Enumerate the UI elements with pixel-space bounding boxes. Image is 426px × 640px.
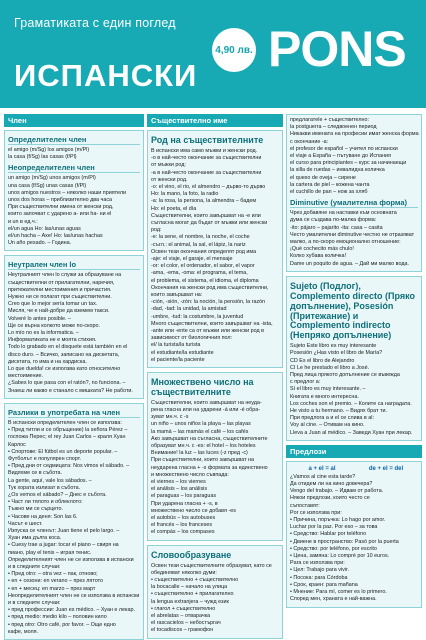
text-line: el viaje a España – пътуване до Испания bbox=[290, 153, 391, 160]
column-right bbox=[286, 114, 422, 603]
text-line: -or: el color, el ordenador, el sabor, el vapor bbox=[151, 263, 255, 270]
text-line: la casa (f/Sg) las casas (f/Pl) bbox=[8, 154, 77, 161]
text-line: unos dos horas – приблизително два часа bbox=[8, 197, 113, 204]
contraction-del: de + el = del bbox=[368, 465, 404, 472]
text-line: Todo lo grabado en el disquete está también en el bbox=[8, 344, 128, 351]
text-line: el/un hacha – Axe! Но: las/unas hachas bbox=[8, 233, 103, 240]
text-line: una casa (f/Sg) unas casas (f/Pl) bbox=[8, 182, 87, 189]
text-line: с предлог a: bbox=[290, 379, 321, 386]
contraction-row bbox=[290, 466, 418, 472]
plural-box bbox=[147, 372, 283, 541]
text-line: • Част ли тялото и облеклото: bbox=[8, 499, 83, 506]
gender-box bbox=[147, 130, 283, 368]
subject-box bbox=[286, 276, 422, 441]
compound-lines bbox=[290, 117, 418, 196]
text-line: • en + сезони: en verano – през лятото bbox=[8, 578, 103, 585]
text-line: -o в най-често окончание за съществителни bbox=[151, 155, 262, 162]
text-line: и un в ед.ч.: bbox=[8, 218, 38, 225]
text-line: Никакви имената на професии имат женска форма bbox=[290, 131, 419, 138]
text-line: el compás – los compases bbox=[151, 529, 215, 536]
gender-lines bbox=[151, 148, 279, 364]
text-line: -ción, -sión, -zón: la noción, la pensión, la razón bbox=[151, 299, 266, 306]
text-line: ¿Os vemos el sábado? – Днес е събота. bbox=[8, 491, 107, 498]
text-line: el tocadiscos – грамофон bbox=[151, 627, 214, 634]
text-line: кафе, моля. bbox=[8, 628, 39, 635]
text-line: от женски род. bbox=[151, 176, 188, 183]
text-line: el curso para principiantes – курс за начинаещи bbox=[290, 160, 407, 167]
text-line: Los coches son el premio. – Колите са наградата. bbox=[290, 400, 412, 407]
logo-text: PONS bbox=[268, 21, 406, 77]
text-line: Lleva a Juan al médico. – Заведи Хуан при лекар. bbox=[290, 429, 413, 436]
text-line: el francés – los franceses bbox=[151, 522, 213, 529]
diminutive-lines bbox=[290, 210, 418, 268]
text-line: предлагатele + съществително: bbox=[290, 117, 369, 123]
heading-wordform: Словообразуване bbox=[151, 549, 232, 560]
text-line: Тук хората излизат в събота. bbox=[8, 484, 81, 491]
text-line: la mamá – las mamás el café – los cafés bbox=[151, 428, 249, 435]
text-line: • Спортове: El fútbol es un deporte popular. – bbox=[8, 448, 118, 455]
text-line: Vengo del trabajo. – Идвам от работа. bbox=[290, 488, 384, 495]
text-line: Dame un poquito de agua. – Дай ми малко вода. bbox=[290, 260, 409, 267]
text-line: Sí el libro es muy interesante. – bbox=[290, 386, 366, 393]
text-line: Футболът е популярен спорт. bbox=[8, 455, 82, 462]
text-line: el viernes – los viernes bbox=[151, 479, 206, 485]
text-line: -ama, -ema, -oma: el programa, el tema, bbox=[151, 270, 248, 277]
text-line: • Средство: Hablar por teléfono bbox=[290, 531, 367, 538]
page-title: ИСПАНСКИ bbox=[14, 58, 198, 93]
wordform-lines bbox=[151, 563, 279, 635]
text-line: Luchar por la paz. Por eso – за това bbox=[290, 524, 378, 531]
text-line: el autobús – los autobuses bbox=[151, 515, 216, 522]
text-line: При съществителни, които завършват на bbox=[151, 457, 255, 464]
column-middle bbox=[147, 114, 283, 634]
text-line: Съществителни, които завършват на -e или bbox=[151, 212, 261, 219]
text-line: Ще се върна колкото може по-скоро. bbox=[8, 322, 100, 329]
text-line: • съществително + съществително bbox=[151, 576, 239, 583]
text-line: образуват мн.ч. с -es: el hotel – los hoteles bbox=[151, 442, 256, 449]
text-line: • пред otro: Otro café, por favor. – Още едно bbox=[8, 621, 116, 628]
heading-indefinite: Неопределителен член bbox=[8, 163, 140, 173]
text-line: Да отидем ли на кино довечера? bbox=[290, 481, 373, 488]
contraction-al: a + el = al bbox=[308, 465, 336, 472]
text-line: Пред лица прякото допълнение се въвежда bbox=[290, 372, 400, 379]
text-line: госпожа Перес; el rey Juan Carlos – краля Хуан bbox=[8, 434, 126, 441]
text-line: Нужно ни се полагат при съществителни. bbox=[8, 294, 112, 301]
section-head-noun: Съществително име bbox=[147, 114, 283, 127]
text-line: • Пред otro: – otra vez – пак, отново; bbox=[8, 571, 98, 578]
text-line: Но: la mano, la foto, la radio bbox=[151, 191, 219, 198]
text-line: el paraguas – los paraguas bbox=[151, 493, 217, 500]
text-line: • Цена, замяна: Lo compré por 10 euros. bbox=[290, 553, 390, 560]
text-line: местоимение. bbox=[8, 373, 44, 380]
text-line: неударена гласна + -s формата за единствено bbox=[151, 464, 268, 471]
text-line: la postguerra – следвоенен период bbox=[290, 124, 377, 131]
text-line: Para се използва при: bbox=[290, 560, 345, 567]
text-line: ¡Qué cochecito más chulo! bbox=[290, 246, 354, 253]
text-line: CI Le he prestado el libro a José. bbox=[290, 364, 370, 371]
text-line: • съществително + прилагателно bbox=[151, 591, 234, 598]
text-line: Чрез добавяне на наставки към основната bbox=[290, 210, 397, 217]
text-line: Неутралният член lo служи за образуване на bbox=[8, 272, 122, 279]
text-line: Знаеш ли какво е станало с мишката? Не работи. bbox=[8, 387, 133, 394]
text-line: -ito: pájaro – pajarito -ita: casa – casita bbox=[290, 224, 383, 231]
preposition-lines bbox=[290, 474, 418, 604]
text-line: които завършват на: bbox=[151, 291, 203, 298]
subject-lines bbox=[290, 343, 418, 437]
text-line: които започват с ударено a- или ha- ни el bbox=[8, 211, 112, 218]
definite-lines bbox=[8, 147, 140, 161]
text-line: Съществителни, които завършват на неуда- bbox=[151, 399, 262, 406]
text-line: • Срок, краен: para mañana bbox=[290, 581, 358, 588]
text-line: В испански определителен член се използва: bbox=[8, 419, 122, 426]
text-line: La gente, aquí, vale los sábados. – bbox=[8, 477, 92, 484]
heading-plural: Множествено число на съществителните bbox=[151, 376, 254, 397]
heading-subject: Sujeto (Подлог), Complemento directo (Пряко допълнение), Posesión (Притежание) и Complemento indirecto (Непряко допълнение) bbox=[290, 280, 415, 341]
subtitle: Граматиката с един поглед bbox=[14, 16, 176, 30]
text-line: • Пред дни от седмицата: Nos vimos el sábado. – bbox=[8, 463, 130, 470]
text-line: • Пред титли и се обръщение) la señora Pérez – bbox=[8, 427, 128, 434]
text-line: и множествено число съвпада: bbox=[151, 471, 229, 478]
text-line: Но: el poeta, el día bbox=[151, 205, 197, 212]
text-line: Sujeto Este libro es muy interesante bbox=[290, 343, 377, 350]
text-line: Lo mío no es la informatica. – bbox=[8, 330, 79, 337]
text-line: с окончание -a: bbox=[290, 138, 329, 145]
text-line: -ante или -ente са от мъжки или женски род в bbox=[151, 327, 265, 334]
indefinite-lines bbox=[8, 175, 140, 247]
heading-diminutive: Diminutive (умалителна форма) bbox=[290, 198, 418, 208]
section-head-article: Член bbox=[4, 114, 144, 127]
text-line: Видяхме се в събота. bbox=[8, 470, 63, 477]
text-line: la bocacalle – начало на улица bbox=[151, 584, 228, 591]
text-line: Voy al cine. – Отивам на кино. bbox=[290, 422, 365, 429]
text-line: la silla de ruedas – инвалидна количка bbox=[290, 167, 385, 174]
text-line: la lengua extranjera – чужд език bbox=[151, 598, 229, 605]
text-line: • Мнение: Para mí, comer es lo primero. bbox=[290, 589, 387, 596]
content-area bbox=[4, 114, 422, 635]
text-line: зуват мн.ч. с -s bbox=[151, 414, 189, 421]
usage-box bbox=[4, 403, 144, 640]
text-line: • Цел: Trabajo para vivir. bbox=[290, 567, 349, 574]
neutral-lines bbox=[8, 272, 140, 394]
text-line: и в следните случаи: bbox=[8, 563, 61, 570]
text-line: Окончания на женски род има съществителни, bbox=[151, 284, 269, 291]
text-line: Хуан има дълга коса. bbox=[8, 535, 62, 542]
text-line: el paciente/la paciente bbox=[151, 356, 205, 363]
text-line: дума се създава по-малка форма: bbox=[290, 217, 377, 224]
text-line: Un año pesado. – Година. bbox=[8, 240, 72, 247]
text-line: Информатиката не е моята стихия. bbox=[8, 337, 97, 344]
heading-gender: Род на съществителните bbox=[151, 135, 264, 145]
text-line: множествено число се добавя -es bbox=[151, 507, 236, 514]
text-line: un amigo (m/Sg) unos amigos (m/Pl) bbox=[8, 175, 96, 182]
text-line: CD Es el libro de Alejandro bbox=[290, 357, 355, 364]
text-line: Някои предлози, които често се bbox=[290, 495, 370, 502]
text-line: Часът е шест. bbox=[8, 520, 43, 527]
text-line: • Двиене в пространство: Pasó por la puerta bbox=[290, 538, 399, 545]
text-line: -a: la rosa, la persona, la almendra – бадем bbox=[151, 198, 257, 205]
text-line: малко, а по-скоро емоционално отношение: bbox=[290, 239, 401, 246]
text-line: • глагол + съществително bbox=[151, 605, 216, 612]
text-line: ¿Sabes lo que pasa con el ratón?, no funciona. – bbox=[8, 380, 126, 387]
text-line: el abrelatas – отварачка bbox=[151, 612, 211, 619]
text-line: При предлога a и el се слива в al: bbox=[290, 415, 374, 422]
text-line: • пред профессии: Juan es médico. – Хуан е лекар. bbox=[8, 607, 136, 614]
article-box bbox=[4, 130, 144, 251]
text-line: обединяват няколко думи: bbox=[151, 569, 217, 576]
column-left bbox=[4, 114, 144, 635]
text-line: la cartera de piel – кожена чанта bbox=[290, 181, 370, 188]
prepositions-box bbox=[286, 461, 422, 608]
text-line: • Часове на деня: Son las 6. bbox=[8, 513, 78, 520]
text-line: el problema, el sistema, el idioma, el diploma bbox=[151, 277, 259, 284]
text-line: el estudiante/la estudiante bbox=[151, 349, 214, 356]
text-line: el/ la turista/la turista bbox=[151, 342, 201, 349]
text-line: Много съществителни, които завършват на -ista, bbox=[151, 320, 273, 327]
text-line: • en + месец: en marzo – през март bbox=[8, 585, 96, 592]
text-line: Внимание! la luz – las luces (-z пред -c) bbox=[151, 450, 248, 457]
text-line: el queso de oveja – сирене bbox=[290, 174, 356, 181]
text-line: Ако завършват на съгласна, съществителните bbox=[151, 435, 268, 442]
text-line: Volveré lo antes posible. – bbox=[8, 315, 71, 322]
text-line: пиано, play el tenis – играя тенис. bbox=[8, 549, 92, 556]
text-line: • Средство: por teléfono, por escrito bbox=[290, 545, 377, 552]
text-line: рена гласна или на ударени -á или -é обра- bbox=[151, 406, 261, 413]
neutral-box bbox=[4, 255, 144, 398]
text-line: disco duro. – Всичко, записано на дискетата, bbox=[8, 351, 120, 358]
header-banner bbox=[0, 0, 426, 108]
text-line: -e: la sene, el nombre, la noche, el coche bbox=[151, 234, 250, 241]
compound-box bbox=[286, 114, 422, 272]
text-line: род: bbox=[151, 227, 162, 234]
text-line: • Cuesy trae a jugar: tocar el piano – свиря на bbox=[8, 542, 119, 549]
heading-definite: Определителен член bbox=[8, 135, 140, 145]
text-line: Според мен, храната е най-важна. bbox=[290, 596, 377, 603]
text-line: Тъжно ми се сърцето. bbox=[8, 506, 63, 513]
section-head-prepositions: Предлози bbox=[286, 445, 422, 458]
text-line: el análisis – los análisis bbox=[151, 486, 208, 493]
text-line: Определителният член не се използва в испански bbox=[8, 556, 134, 563]
text-line: ¿Vamos al cine esta tarde? bbox=[290, 473, 356, 480]
pons-logo bbox=[268, 21, 418, 77]
heading-usage: Разлики в употребата на член bbox=[8, 408, 140, 418]
text-line: съгласна могат да бъдат от мъжки или женски bbox=[151, 219, 268, 226]
text-line: el/un agua Но: las/unas aguas bbox=[8, 225, 81, 232]
text-line: от мъжки род: bbox=[151, 162, 186, 169]
text-line: -aje: el viaje, el garaje, el mensaje bbox=[151, 255, 233, 262]
text-line: Освен тези съществителните образуват, като се bbox=[151, 562, 272, 569]
text-line: el rascacielos – небостъргач bbox=[151, 620, 221, 627]
text-line: unos amigos nuestros – няколко наши приятели bbox=[8, 189, 127, 196]
text-line: Por се използва при: bbox=[290, 509, 342, 516]
text-line: Колко хубава количка! bbox=[290, 253, 347, 260]
text-line: съпоставят: bbox=[290, 502, 320, 509]
text-line: Неопределителният член не се използва в испански bbox=[8, 592, 140, 599]
text-line: -съгл.: el animal, la sal, el lápiz, la nariz bbox=[151, 241, 246, 248]
text-line: дисктата, го има и на хардиска. bbox=[8, 358, 87, 365]
wordform-box bbox=[147, 545, 283, 639]
price-badge: 4,90 лв. bbox=[212, 28, 256, 72]
text-line: Често умалителни diminutive честно не отразяват bbox=[290, 231, 415, 238]
text-line: Освен тези окончания определят род има bbox=[151, 248, 257, 255]
text-line: Книгата е много интересна. bbox=[290, 393, 359, 400]
text-line: При ударена гласна + -s, в bbox=[151, 500, 218, 507]
text-line: и в следните случаи: bbox=[8, 599, 61, 606]
text-line: Lo que duelda! се използва като относително bbox=[8, 366, 121, 373]
text-line: un niño – unos niños la playa – las playas bbox=[151, 421, 251, 428]
text-line: Карлос bbox=[8, 441, 26, 448]
heading-neutral: Неутрален член lo bbox=[8, 260, 140, 270]
plural-lines bbox=[151, 400, 279, 537]
text-line: притежателни местоимения и причастия. bbox=[8, 286, 112, 293]
text-line: • Посока: para Córdoba bbox=[290, 574, 348, 581]
text-line: съществителни от прилагателни, наречия, bbox=[8, 279, 115, 286]
text-line: el cuchillo de pan – нож за хляб bbox=[290, 189, 368, 196]
text-line: Мисля, че е най-добре да вземем такси. bbox=[8, 308, 110, 315]
text-line: • пред medio: medio kilo – половин кило bbox=[8, 614, 107, 621]
text-line: При съществителни имена от женски род, bbox=[8, 204, 114, 211]
text-line: Изпуска се членът: Juan tiene el pelo largo. – bbox=[8, 527, 120, 534]
text-line: el profesor de español – учител по испански bbox=[290, 145, 398, 152]
text-line: В испански има само мъжки и женски род. bbox=[151, 147, 258, 154]
text-line: Creo que lo mejor sería tomar un tax. bbox=[8, 301, 98, 308]
text-line: -umbre, -tud: la costumbre, la juventud bbox=[151, 313, 244, 320]
text-line: -o: el vino, el rio, el almendro – дърво-то дърво bbox=[151, 183, 266, 190]
text-line: -a в най-често окончание за съществителни bbox=[151, 169, 262, 176]
text-line: Posesión ¿Has visto el libro de María? bbox=[290, 350, 383, 357]
text-line: зависимост от биологичния пол: bbox=[151, 335, 233, 342]
text-line: • Причина, поръчка: Lo hago por amor. bbox=[290, 517, 386, 524]
text-line: He visto a tu hermano. – Видях брат ти. bbox=[290, 408, 387, 415]
text-line: -dad, -tad: la unidad, la amistad bbox=[151, 306, 227, 313]
usage-lines bbox=[8, 420, 140, 636]
text-line: el amigo (m/Sg) los amigos (m/Pl) bbox=[8, 147, 90, 153]
